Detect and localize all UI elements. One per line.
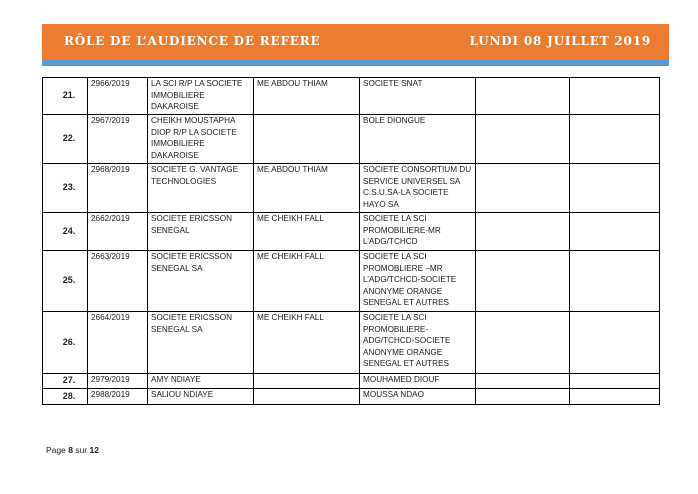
empty-cell-b [570,389,660,405]
page-footer: Page 8 sur 12 [46,445,99,455]
respondent: SOCIETE LA SCI PROMOBILIERE-MR L’ADG/TCHCD [360,213,476,251]
respondent: MOUSSA NDAO [360,389,476,405]
docket-number: 2966/2019 [88,78,148,115]
page-current: 8 [68,445,73,455]
docket-number: 2968/2019 [88,164,148,213]
respondent: SOCIETE LA SCI PROMOBLIERE –MR L’ADG/TCHCD-SOCIETE ANONYME ORANGE SENEGAL ET AUTRES [360,251,476,312]
empty-cell-a [476,374,570,389]
docket-number: 2663/2019 [88,251,148,312]
case-number: 25. [43,251,88,312]
counsel: ME CHEIKH FALL [254,251,360,312]
table-row [43,115,660,164]
counsel: ME ABDOU THIAM [254,78,360,115]
applicant: SALIOU NDIAYE [148,389,254,405]
case-number: 28. [43,389,88,405]
applicant: SOCIETE ERICSSON SENEGAL SA [148,312,254,374]
header-stripe [42,60,669,66]
empty-cell-b [570,251,660,312]
document-title: RÔLE DE L’AUDIENCE DE REFERE [64,34,321,48]
empty-cell-b [570,374,660,389]
case-number: 23. [43,164,88,213]
empty-cell-a [476,78,570,115]
applicant: LA SCI R/P LA SOCIETE IMMOBILIERE DAKAROISE [148,78,254,115]
respondent: SOCIETE SNAT [360,78,476,115]
applicant: SOCIETE ERICSSON SENEGAL SA [148,251,254,312]
empty-cell-a [476,164,570,213]
empty-cell-b [570,115,660,164]
header-banner [42,24,669,60]
docket-number: 2988/2019 [88,389,148,405]
docket-number: 2979/2019 [88,374,148,389]
hearing-roll-table [42,77,660,405]
empty-cell-a [476,389,570,405]
applicant: AMY NDIAYE [148,374,254,389]
table-row [43,164,660,213]
case-number: 24. [43,213,88,251]
table-row [43,213,660,251]
docket-number: 2662/2019 [88,213,148,251]
table-row [43,251,660,312]
empty-cell-b [570,164,660,213]
counsel: ME CHEIKH FALL [254,213,360,251]
applicant: CHEIKH MOUSTAPHA DIOP R/P LA SOCIETE IMMOBILIERE DAKAROISE [148,115,254,164]
table-row [43,389,660,405]
respondent: MOUHAMED DIOUF [360,374,476,389]
counsel [254,374,360,389]
respondent: SOCIETE CONSORTIUM DU SERVICE UNIVERSEL SA C.S.U.SA-LA SOCIETE HAYO SA [360,164,476,213]
empty-cell-a [476,251,570,312]
empty-cell-a [476,213,570,251]
empty-cell-a [476,115,570,164]
hearing-date: LUNDI 08 JUILLET 2019 [469,34,651,48]
counsel [254,115,360,164]
counsel: ME ABDOU THIAM [254,164,360,213]
table-row [43,374,660,389]
applicant: SOCIETE ERICSSON SENEGAL [148,213,254,251]
case-number: 21. [43,78,88,115]
respondent: BOLE DIONGUE [360,115,476,164]
empty-cell-a [476,312,570,374]
docket-number: 2967/2019 [88,115,148,164]
case-number: 22. [43,115,88,164]
table-row [43,78,660,115]
empty-cell-b [570,78,660,115]
case-number: 27. [43,374,88,389]
empty-cell-b [570,213,660,251]
counsel: ME CHEIKH FALL [254,312,360,374]
counsel [254,389,360,405]
applicant: SOCIETE G. VANTAGE TECHNOLOGIES [148,164,254,213]
respondent: SOCIETE LA SCI PROMOBILIERE-ADG/TCHCD-SOCIETE ANONYME ORANGE SENEGAL ET AUTRES [360,312,476,374]
page-total: 12 [89,445,99,455]
empty-cell-b [570,312,660,374]
docket-number: 2664/2019 [88,312,148,374]
case-number: 26. [43,312,88,374]
table-row [43,312,660,374]
